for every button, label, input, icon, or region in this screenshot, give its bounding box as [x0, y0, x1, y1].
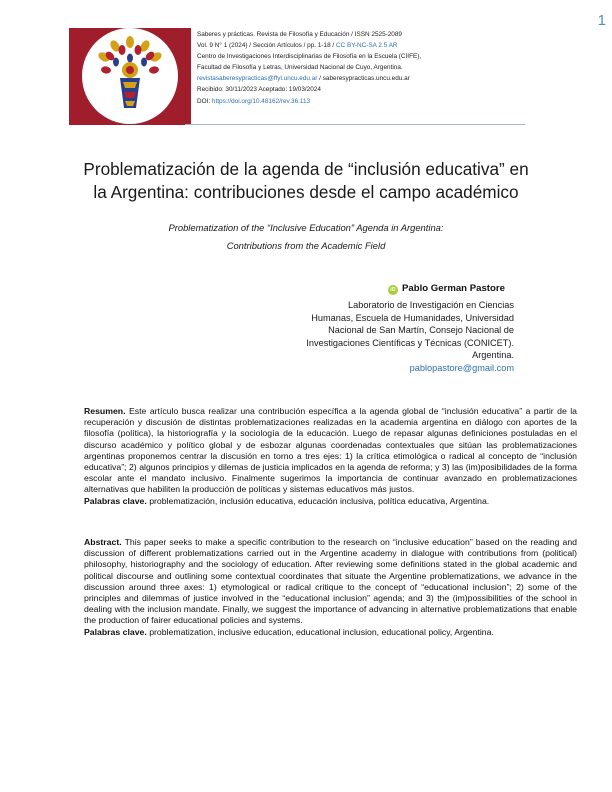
logo-emblem	[82, 28, 178, 124]
affiliation-line: Laboratorio de Investigación en Ciencias	[348, 300, 514, 310]
keywords-en	[84, 627, 577, 638]
affiliation-line: Argentina.	[472, 350, 514, 360]
emblem-icon	[82, 28, 178, 124]
affiliation-line: Nacional de San Martín, Consejo Nacional de	[328, 325, 514, 335]
page-number: 1	[597, 12, 606, 29]
journal-logo	[69, 28, 191, 125]
article-subtitle	[60, 219, 552, 255]
volume-text: Vol. 9 N° 1 (2024) / Sección Artículos / pp. 1-18 /	[197, 42, 336, 50]
resumen-text: Este artículo busca realizar una contribución específica a la agenda global de “inclusión educativa” a partir de la recuperación y discusión de distintas problematizaciones realizadas en la academia argentina en diálogo con aportes de la filosofía (política), la historiografía y la sociología de la educación. Luego de repasar algunas definiciones postuladas en el discurso académico y político global y de esbozar algunas coordenadas contextuales que sitúan las problematizaciones argentinas proponemos centrar la discusión en torno a tres ejes: 1) la crítica etimológica o radical al concepto de “inclusión educativa”; 2) algunos principios y dilemas de justicia implicados en la agenda de reforma; y 3) las (im)posibilidades de la forma escolar ante el mandato inclusivo. Finalmente sugerimos la importancia de continuar avanzado en problematizaciones alternativas que habiliten la producción de políticas y sistemas educativos más justos.	[84, 406, 577, 495]
doi-label: DOI:	[197, 97, 212, 105]
journal-name-line: Saberes y prácticas. Revista de Filosofía y Educación / ISSN 2525-2089	[197, 31, 402, 38]
keywords-en-label: Palabras clave.	[84, 626, 147, 637]
doi-line	[197, 96, 537, 107]
resumen-paragraph	[84, 406, 577, 496]
subtitle-line-2: Contributions from the Academic Field	[226, 240, 386, 251]
resumen-section	[84, 406, 577, 507]
article-title	[60, 158, 552, 204]
journal-website-text: / saberesypracticas.uncu.edu.ar	[317, 75, 410, 83]
license-link[interactable]: CC BY-NC-SA 2.5 AR	[335, 42, 398, 50]
author-affiliation	[260, 299, 514, 374]
palabras-clave-es	[84, 496, 577, 507]
journal-header	[197, 29, 537, 107]
doi-link[interactable]: https://doi.org/10.48162/rev.36.113	[211, 97, 311, 105]
keywords-en-text: problematization, inclusive education, educational inclusion, educational policy, Argentina.	[146, 626, 494, 637]
abstract-label: Abstract.	[84, 537, 122, 547]
title-line-2: la Argentina: contribuciones desde el campo académico	[93, 182, 519, 202]
author-name: Pablo German Pastore	[402, 283, 505, 294]
institution-line: Centro de Investigaciones Interdisciplinarias de Filosofía en la Escuela (CIIFE),	[197, 53, 422, 61]
palabras-clave-label: Palabras clave.	[84, 495, 147, 506]
faculty-line: Facultad de Filosofía y Letras, Universidad Nacional de Cuyo, Argentina.	[197, 64, 403, 72]
title-line-1: Problematización de la agenda de “inclusión educativa” en	[83, 159, 529, 179]
header-divider	[185, 124, 525, 125]
orcid-icon[interactable]: iD	[388, 285, 398, 295]
abstract-section	[84, 537, 577, 638]
palabras-clave-text: problematización, inclusión educativa, educación inclusiva, política educativa, Argentina.	[146, 495, 490, 506]
subtitle-line-1: Problematization of the “Inclusive Education” Agenda in Argentina:	[168, 222, 444, 233]
affiliation-line: Humanas, Escuela de Humanidades, Universidad	[311, 312, 514, 323]
dates-line: Recibido: 30/11/2023 Aceptado: 19/03/2024	[197, 86, 321, 94]
contact-line	[197, 73, 537, 84]
volume-line	[197, 40, 537, 51]
abstract-text: This paper seeks to make a specific contribution to the research on “inclusive education” based on the reading and discussion of different problematizations carried out in the Argentine academy in dialogue with contributions from (political) philosophy, historiography and the sociology of education. After reviewing some definitions stated in the global academic and political discourse and outlining some contextual coordinates that situate the Argentine problematizations, we advance in the discussion around three axes: 1) etymological or radical critique to the concept of “educational inclusion”; 2) some of the principles and dilemmas of justice involved in the “educational inclusion” agenda; and 3) the (im)possibilities of the school in dealing with the inclusion mandate. Finally, we suggest the importance of advancing in alternative problematizations that enable the production of fairer educational policies and systems.	[84, 537, 577, 626]
affiliation-line: Investigaciones Científicas y Técnicas (CONICET).	[306, 337, 514, 348]
abstract-paragraph	[84, 537, 577, 627]
author-email-link[interactable]: pablopastore@gmail.com	[409, 362, 514, 373]
author-name-row	[388, 283, 528, 295]
resumen-label: Resumen.	[84, 406, 126, 416]
journal-email-link[interactable]: revistasaberesypracticas@ffyl.uncu.edu.ar	[197, 75, 318, 83]
